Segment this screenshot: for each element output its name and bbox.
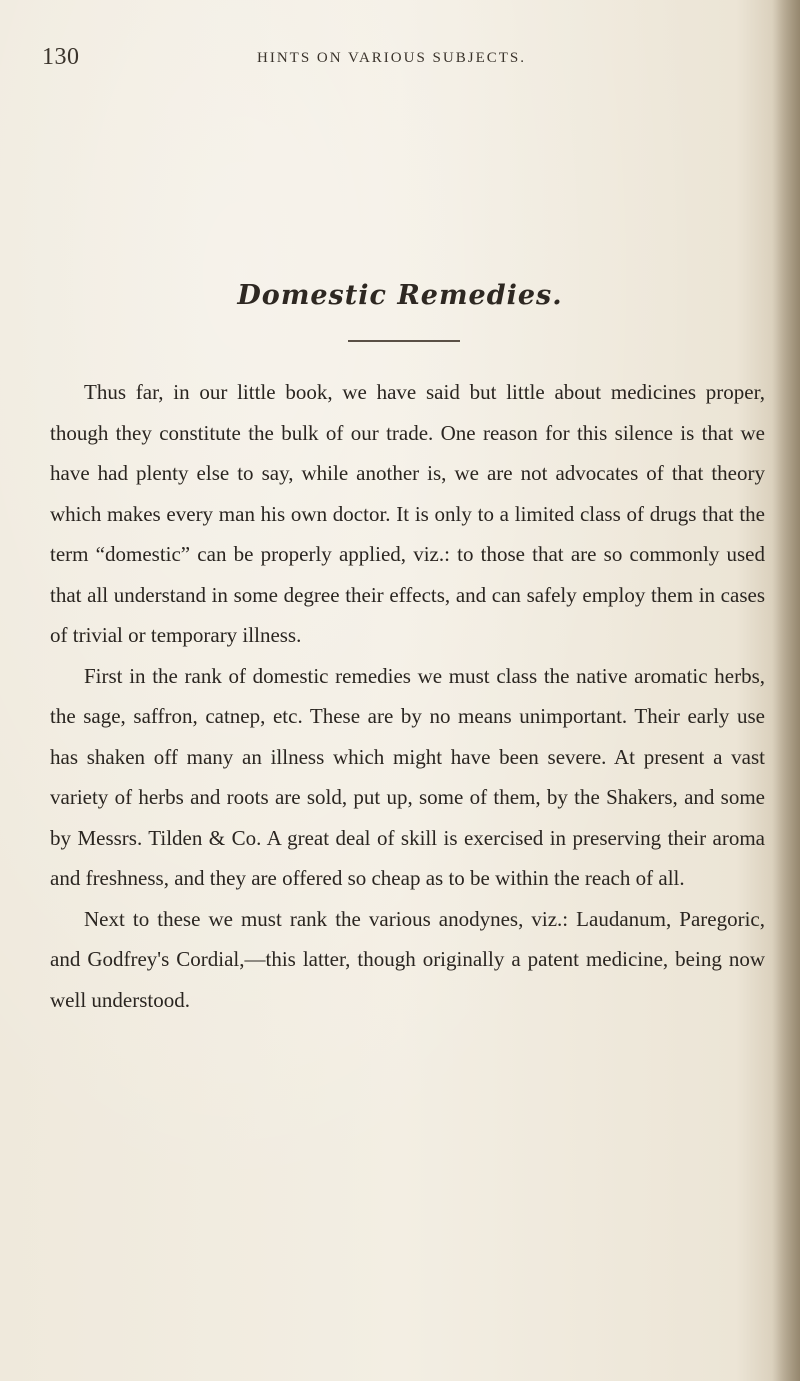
page-header [42, 44, 742, 84]
section-title: Domestic Remedies. [237, 280, 563, 311]
body-text [50, 372, 765, 1020]
paragraph-2: First in the rank of domestic remedies we must class the native aromatic herbs, the sage, saffron, catnep, etc. These are by no means unimportant. Their early use has shaken off many an illness which might have been severe. At present a vast variety of herbs and roots are sold, put up, some of them, by the Shakers, and some by Messrs. Tilden & Co. A great deal of skill is exercised in preserving their aroma and freshness, and they are offered so cheap as to be within the reach of all. [50, 663, 765, 890]
paragraph-3: Next to these we must rank the various anodynes, viz.: Laudanum, Paregoric, and Godfrey's Cordial,—this latter, though originally a patent medicine, being now well understood. [50, 906, 765, 1012]
title-rule [348, 340, 460, 342]
paragraph-1: Thus far, in our little book, we have said but little about medicines proper, though they constitute the bulk of our trade. One reason for this silence is that we have had plenty else to say, while another is, we are not advocates of that theory which makes every man his own doctor. It is only to a limited class of drugs that the term “domestic” can be properly applied, viz.: to those that are so commonly used that all understand in some degree their effects, and can safely employ them in cases of trivial or temporary illness. [50, 380, 765, 647]
page-number: 130 [42, 44, 80, 70]
page-edge-shadow [772, 0, 800, 1381]
running-head: HINTS ON VARIOUS SUBJECTS. [257, 50, 526, 66]
